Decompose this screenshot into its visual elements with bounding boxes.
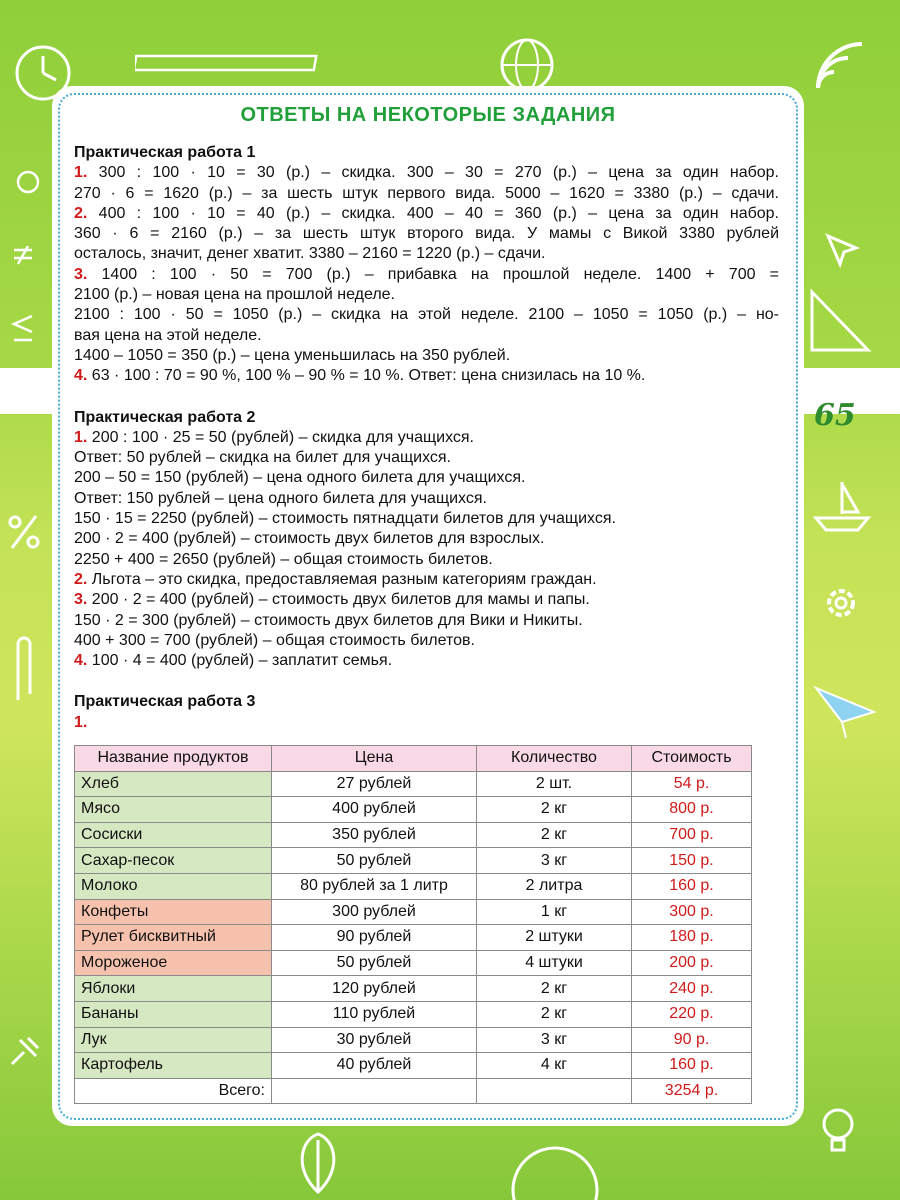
column-header: Количество <box>477 746 632 772</box>
answer-line <box>74 611 779 631</box>
quantity-cell: 2 кг <box>477 797 632 823</box>
quantity-cell: 3 кг <box>477 848 632 874</box>
table-row <box>75 771 752 797</box>
answer-text: Ответ: 50 рублей – скидка на билет для учащихся. <box>74 449 451 467</box>
lightbulb-icon <box>812 1100 864 1160</box>
triangle-ruler-icon <box>808 288 872 354</box>
answer-text: 270 · 6 = 1620 (р.) – за шесть штук первого вида. 5000 – 1620 = 3380 (р.) – сдачи. <box>74 184 779 202</box>
cost-cell: 220 р. <box>632 1001 752 1027</box>
cursor-icon <box>822 230 862 270</box>
answer-line <box>74 468 779 488</box>
answer-text: 150 · 2 = 300 (рублей) – стоимость двух билетов для Вики и Никиты. <box>74 611 583 629</box>
answer-text: 400 + 300 = 700 (рублей) – общая стоимость билетов. <box>74 631 475 649</box>
products-table <box>74 745 752 1104</box>
cost-cell: 150 р. <box>632 848 752 874</box>
cost-cell: 180 р. <box>632 925 752 951</box>
quantity-cell: 4 штуки <box>477 950 632 976</box>
item-number: 3. <box>74 265 88 283</box>
table-row <box>75 1001 752 1027</box>
wifi-icon <box>812 38 868 94</box>
item-number: 4. <box>74 652 88 670</box>
quantity-cell: 2 литра <box>477 873 632 899</box>
page-title: ОТВЕТЫ НА НЕКОТОРЫЕ ЗАДАНИЯ <box>240 104 616 126</box>
quantity-cell: 2 штуки <box>477 925 632 951</box>
answer-text: вая цена на этой неделе. <box>74 326 262 344</box>
answer-line <box>74 590 779 610</box>
answer-text: 2100 : 100 · 50 = 1050 (р.) – скидка на этой неделе. 2100 – 1050 = 1050 (р.) – но- <box>74 306 779 324</box>
table-header-row <box>75 746 752 772</box>
answer-line <box>74 428 779 448</box>
table-row <box>75 1053 752 1079</box>
table-row <box>75 976 752 1002</box>
empty-cell <box>477 1078 632 1104</box>
item-number: 2. <box>74 570 88 588</box>
product-name-cell: Мороженое <box>75 950 272 976</box>
boat-icon <box>812 478 872 532</box>
price-cell: 350 рублей <box>272 822 477 848</box>
price-cell: 110 рублей <box>272 1001 477 1027</box>
section-heading: Практическая работа 1 <box>74 144 256 161</box>
table-row <box>75 899 752 925</box>
cost-cell: 300 р. <box>632 899 752 925</box>
answer-text: Льгота – это скидка, предоставляемая разным категориям граждан. <box>91 570 597 588</box>
answer-text: 1400 : 100 · 50 = 700 (р.) – прибавка на прошлой неделе. 1400 + 700 = <box>101 265 779 283</box>
answer-text: 300 : 100 · 10 = 30 (р.) – скидка. 300 – 30 = 270 (р.) – цена за один набор. <box>98 164 779 182</box>
answer-line <box>74 305 779 325</box>
answer-text: 200 · 2 = 400 (рублей) – стоимость двух билетов для взрослых. <box>74 530 545 548</box>
product-name-cell: Сосиски <box>75 822 272 848</box>
price-cell: 30 рублей <box>272 1027 477 1053</box>
column-header: Стоимость <box>632 746 752 772</box>
product-name-cell: Хлеб <box>75 771 272 797</box>
answer-text: 200 : 100 · 25 = 50 (рублей) – скидка для учащихся. <box>91 428 474 446</box>
quantity-cell: 1 кг <box>477 899 632 925</box>
price-cell: 40 рублей <box>272 1053 477 1079</box>
quantity-cell: 2 шт. <box>477 771 632 797</box>
product-name-cell: Бананы <box>75 1001 272 1027</box>
cost-cell: 160 р. <box>632 873 752 899</box>
percent-icon <box>6 512 42 552</box>
table-row <box>75 797 752 823</box>
column-header: Цена <box>272 746 477 772</box>
empty-cell <box>272 1078 477 1104</box>
product-name-cell: Мясо <box>75 797 272 823</box>
total-value-cell: 3254 р. <box>632 1078 752 1104</box>
product-name-cell: Сахар-песок <box>75 848 272 874</box>
answer-line <box>74 489 779 509</box>
product-name-cell: Лук <box>75 1027 272 1053</box>
column-header: Название продуктов <box>75 746 272 772</box>
answer-line <box>74 326 779 346</box>
total-label-cell: Всего: <box>75 1078 272 1104</box>
answer-text: 63 · 100 : 70 = 90 %, 100 % – 90 % = 10 %. Ответ: цена снизилась на 10 %. <box>91 367 646 385</box>
answer-line <box>74 366 779 386</box>
answers-content <box>74 143 779 733</box>
gear-icon <box>818 580 864 626</box>
price-cell: 300 рублей <box>272 899 477 925</box>
product-name-cell: Конфеты <box>75 899 272 925</box>
pin-icon <box>6 1030 46 1070</box>
table-row <box>75 1027 752 1053</box>
answer-text: 400 : 100 · 10 = 40 (р.) – скидка. 400 – 40 = 360 (р.) – цена за один набор. <box>98 204 779 222</box>
answer-text: 2250 + 400 = 2650 (рублей) – общая стоимость билетов. <box>74 550 493 568</box>
answer-text: 1400 – 1050 = 350 (р.) – цена уменьшилась на 350 рублей. <box>74 346 511 364</box>
table-row <box>75 848 752 874</box>
answer-text: осталось, значит, денег хватит. 3380 – 2160 = 1220 (р.) – сдачи. <box>74 245 546 263</box>
product-name-cell: Молоко <box>75 873 272 899</box>
quantity-cell: 4 кг <box>477 1053 632 1079</box>
answer-text: 150 · 15 = 2250 (рублей) – стоимость пятнадцати билетов для учащихся. <box>74 510 616 528</box>
answer-line <box>74 265 779 285</box>
cost-cell: 200 р. <box>632 950 752 976</box>
price-cell: 50 рублей <box>272 950 477 976</box>
page-number: 65 <box>814 398 856 433</box>
answer-line <box>74 224 779 244</box>
answer-line <box>74 509 779 529</box>
answer-text: 2100 (р.) – новая цена на прошлой неделе. <box>74 286 395 304</box>
section-2-lines <box>74 428 779 672</box>
answer-line <box>74 570 779 590</box>
cost-cell: 800 р. <box>632 797 752 823</box>
answer-text: 200 – 50 = 150 (рублей) – цена одного билета для учащихся. <box>74 469 526 487</box>
item-number: 3. <box>74 591 88 609</box>
answer-line <box>74 184 779 204</box>
item-number: 4. <box>74 367 88 385</box>
answer-text: 100 · 4 = 400 (рублей) – заплатит семья. <box>91 652 393 670</box>
section-1-lines <box>74 163 779 386</box>
section-heading: Практическая работа 2 <box>74 408 256 426</box>
quantity-cell: 2 кг <box>477 822 632 848</box>
answer-line <box>74 631 779 651</box>
cost-cell: 240 р. <box>632 976 752 1002</box>
answer-line <box>74 448 779 468</box>
table-row <box>75 822 752 848</box>
leaf-icon <box>290 1130 346 1196</box>
cost-cell: 54 р. <box>632 771 752 797</box>
price-cell: 50 рублей <box>272 848 477 874</box>
price-cell: 90 рублей <box>272 925 477 951</box>
answer-line <box>74 285 779 305</box>
product-name-cell: Рулет бисквитный <box>75 925 272 951</box>
answer-line <box>74 204 779 224</box>
cost-cell: 160 р. <box>632 1053 752 1079</box>
quantity-cell: 2 кг <box>477 976 632 1002</box>
item-number: 1. <box>74 164 88 182</box>
math-sign-icon <box>8 246 38 346</box>
product-name-cell: Яблоки <box>75 976 272 1002</box>
paperclip-icon <box>10 630 36 710</box>
table-row <box>75 950 752 976</box>
price-cell: 27 рублей <box>272 771 477 797</box>
ruler-icon <box>135 52 320 74</box>
answer-text: 360 · 6 = 2160 (р.) – за шесть штук второго вида. У мамы с Викой 3380 рублей <box>74 225 779 243</box>
answer-line <box>74 346 779 366</box>
price-cell: 80 рублей за 1 литр <box>272 873 477 899</box>
item-number: 2. <box>74 204 88 222</box>
quantity-cell: 2 кг <box>477 1001 632 1027</box>
answer-line <box>74 529 779 549</box>
answer-line <box>74 550 779 570</box>
ball-icon <box>510 1130 600 1200</box>
quantity-cell: 3 кг <box>477 1027 632 1053</box>
answer-line <box>74 163 779 183</box>
paper-plane-icon <box>812 682 878 742</box>
answer-text: 200 · 2 = 400 (рублей) – стоимость двух билетов для мамы и папы. <box>91 591 590 609</box>
answer-line <box>74 244 779 264</box>
cost-cell: 90 р. <box>632 1027 752 1053</box>
section-heading: Практическая работа 3 <box>74 693 256 711</box>
answer-line <box>74 651 779 671</box>
cost-cell: 700 р. <box>632 822 752 848</box>
price-cell: 120 рублей <box>272 976 477 1002</box>
table-row <box>75 873 752 899</box>
product-name-cell: Картофель <box>75 1053 272 1079</box>
price-cell: 400 рублей <box>272 797 477 823</box>
item-number: 1. <box>74 428 88 446</box>
answer-text: Ответ: 150 рублей – цена одного билета для учащихся. <box>74 489 487 507</box>
sun-icon <box>8 162 48 202</box>
table-total-row <box>75 1078 752 1104</box>
table-row <box>75 925 752 951</box>
item-number: 1. <box>74 713 88 731</box>
